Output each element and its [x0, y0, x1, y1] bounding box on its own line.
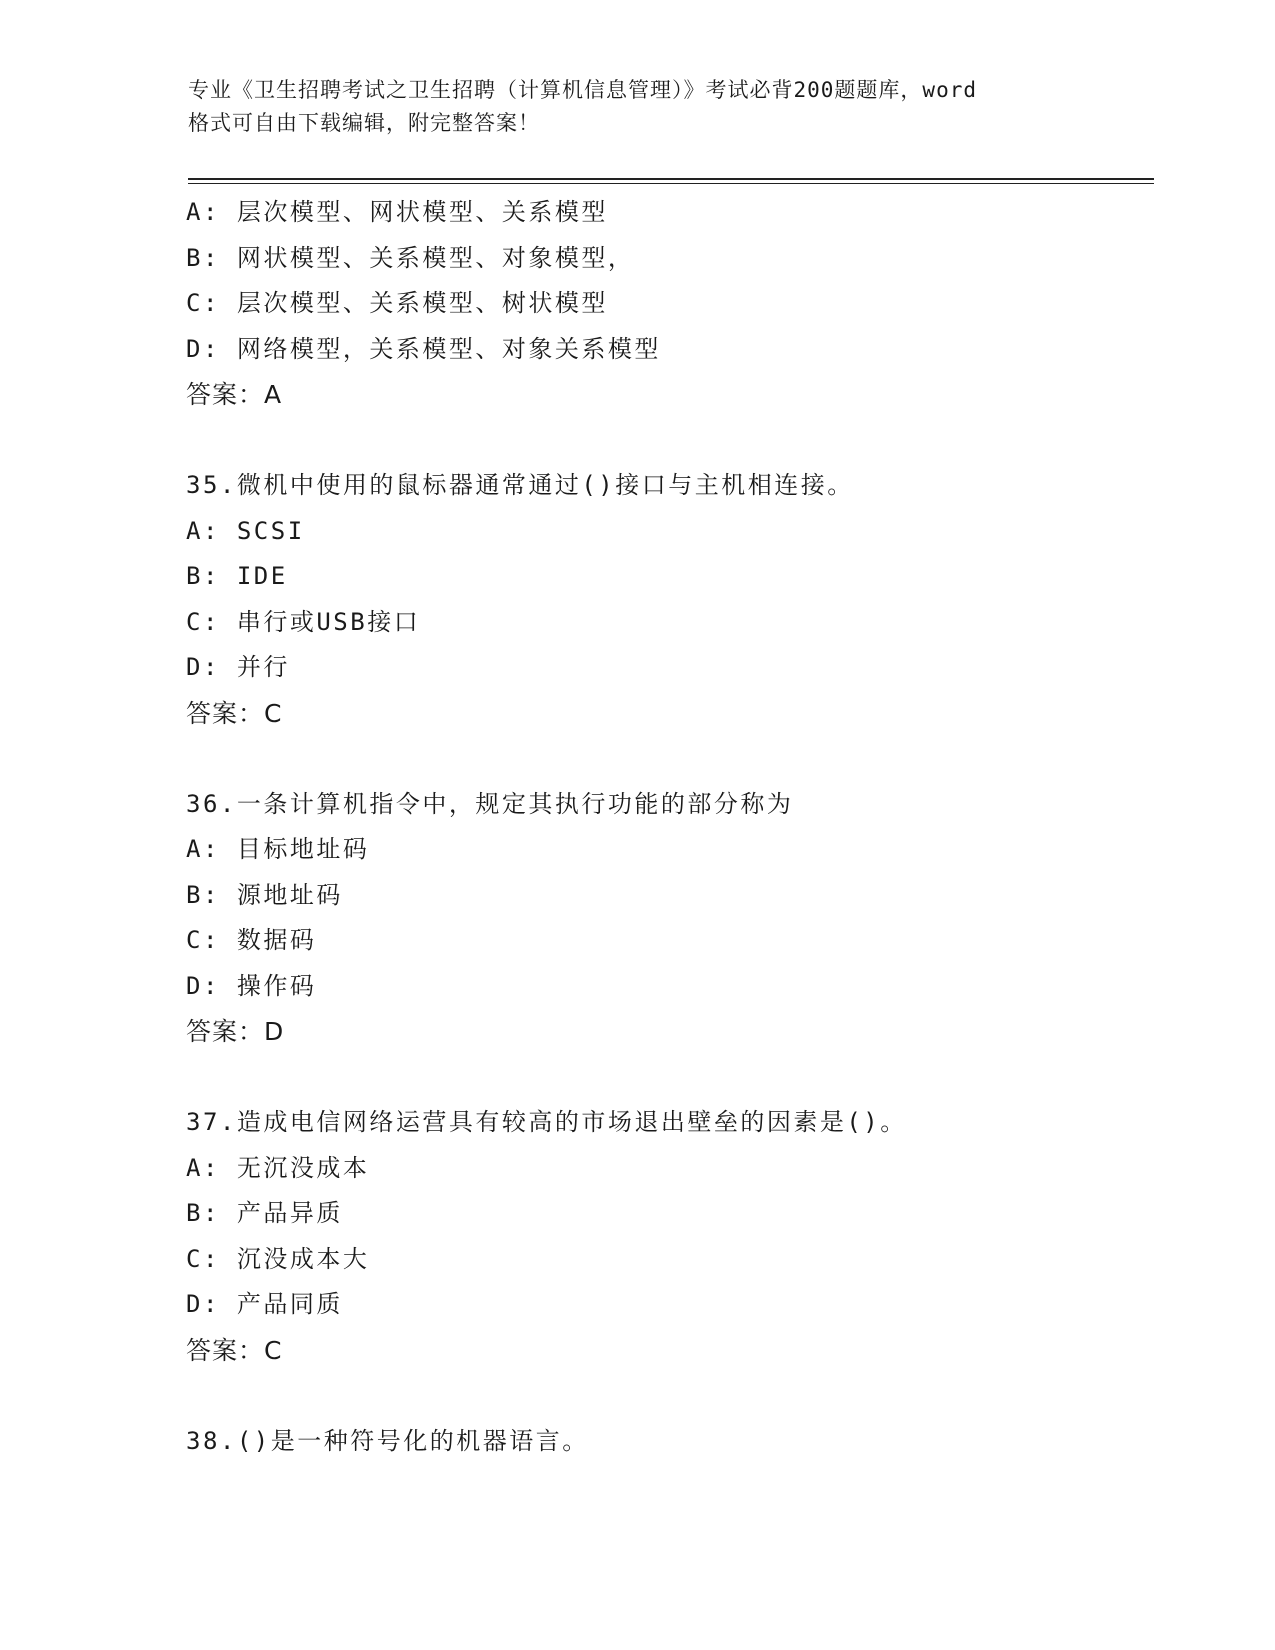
- question-35: [186, 463, 1146, 736]
- question-list: [186, 190, 1146, 1464]
- option-d: D: 操作码: [186, 971, 317, 1000]
- question-stem: 36.一条计算机指令中，规定其执行功能的部分称为: [186, 789, 794, 818]
- question-stem: 37.造成电信网络运营具有较高的市场退出壁垒的因素是()。: [186, 1108, 907, 1136]
- header-divider-thin: [188, 183, 1154, 184]
- option-c: C: 层次模型、关系模型、树状模型: [186, 289, 608, 317]
- header-line-2: 格式可自由下载编辑，附完整答案！: [188, 111, 540, 135]
- question-stem: 35.微机中使用的鼠标器通常通过()接口与主机相连接。: [186, 471, 854, 499]
- document-header: [188, 74, 1088, 140]
- answer-line: 答案：C: [186, 698, 283, 728]
- option-d: D: 并行: [186, 653, 290, 681]
- option-a: A: 层次模型、网状模型、关系模型: [186, 198, 608, 226]
- question-36: [186, 782, 1146, 1055]
- option-b: B: 产品异质: [186, 1199, 343, 1227]
- option-d: D: 产品同质: [186, 1290, 343, 1318]
- option-a: A: 目标地址码: [186, 835, 370, 863]
- option-b: B: 网状模型、关系模型、对象模型，: [186, 243, 635, 272]
- option-b: B: IDE: [186, 562, 288, 590]
- option-d: D: 网络模型，关系模型、对象关系模型: [186, 334, 661, 363]
- question-stem: 38.()是一种符号化的机器语言。: [186, 1426, 589, 1455]
- option-c: C: 串行或USB接口: [186, 607, 421, 636]
- header-line-1: 专业《卫生招聘考试之卫生招聘（计算机信息管理）》考试必背200题题库，word: [188, 78, 977, 102]
- header-divider-thick: [188, 178, 1154, 180]
- option-a: A: SCSI: [186, 516, 305, 545]
- question-38: [186, 1419, 1146, 1465]
- answer-line: 答案：C: [186, 1335, 283, 1365]
- option-c: C: 数据码: [186, 926, 317, 954]
- answer-line: 答案：D: [186, 1017, 285, 1046]
- option-b: B: 源地址码: [186, 880, 343, 909]
- question-34-continuation: [186, 190, 1146, 418]
- question-37: [186, 1100, 1146, 1373]
- option-c: C: 沉没成本大: [186, 1244, 370, 1273]
- answer-line: 答案：A: [186, 380, 283, 409]
- option-a: A: 无沉没成本: [186, 1153, 370, 1182]
